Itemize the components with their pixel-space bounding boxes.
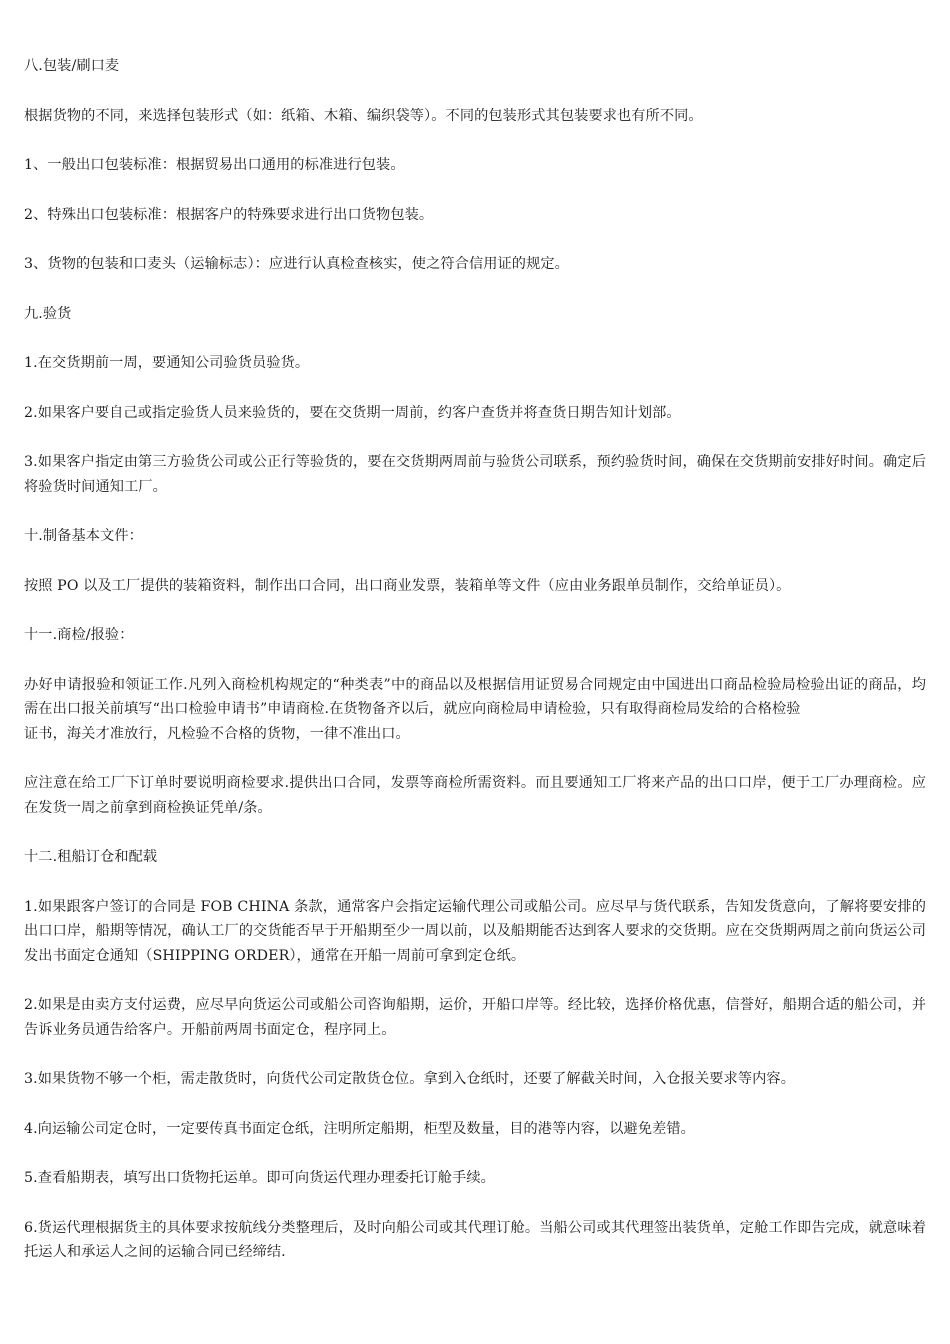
section-10-item-1: 按照 PO 以及工厂提供的装箱资料，制作出口合同，出口商业发票，装箱单等文件（应由业务跟单员制作，交给单证员）。 <box>24 577 791 594</box>
section-12-item-4: 4.向运输公司定仓时，一定要传真书面定仓纸，注明所定船期，柜型及数量，目的港等内容，以避免差错。 <box>24 1120 695 1137</box>
section-9-item-1: 1.在交货期前一周，要通知公司验货员验货。 <box>24 355 310 371</box>
section-9-item-3: 3.如果客户指定由第三方验货公司或公正行等验货的，要在交货期两周前与验货公司联系，预约验货时间，确保在交货期前安排好时间。确定后将验货时间通知工厂。 <box>24 454 926 495</box>
section-9-title: 九.验货 <box>24 305 72 322</box>
section-12-item-2: 2.如果是由卖方支付运费，应尽早向货运公司或船公司咨询船期，运价，开船口岸等。经比较，选择价格优惠，信誉好，船期合适的船公司，并告诉业务员通告给客户。开船前两周书面定仓，程序同上。 <box>24 997 926 1038</box>
section-8-intro: 根据货物的不同，来选择包装形式（如：纸箱、木箱、编织袋等）。不同的包装形式其包装要求也有所不同。 <box>24 107 703 124</box>
section-12-item-3: 3.如果货物不够一个柜，需走散货时，向货代公司定散货仓位。拿到入仓纸时，还要了解截关时间，入仓报关要求等内容。 <box>24 1071 795 1087</box>
section-11-paragraph-2: 应注意在给工厂下订单时要说明商检要求.提供出口合同，发票等商检所需资料。而且要通知工厂将来产品的出口口岸，便于工厂办理商检。应在发货一周之前拿到商检换证凭单/条。 <box>24 775 926 816</box>
section-11-title: 十一.商检/报验： <box>24 627 134 643</box>
section-8-title: 八.包装/刷口麦 <box>24 58 120 74</box>
section-10-title: 十.制备基本文件： <box>24 528 143 544</box>
section-12-item-6: 6.货运代理根据货主的具体要求按航线分类整理后，及时向船公司或其代理订舱。当船公司或其代理签出装货单，定舱工作即告完成，就意味着托运人和承运人之间的运输合同已经缔结. <box>24 1219 926 1260</box>
section-11-paragraph-1b: 证书，海关才准放行，凡检验不合格的货物，一律不准出口。 <box>24 725 410 742</box>
section-12-item-1: 1.如果跟客户签订的合同是 FOB CHINA 条款，通常客户会指定运输代理公司或船公司。应尽早与货代联系，告知发货意向，了解将要安排的出口口岸，船期等情况，确认工厂的交货能否早于开船期至少一周以前，以及船期能否达到客人要求的交货期。应在交货期两周之前向货运公司发出书面定仓通知（SHIPPING ORDER），通常在开船一周前可拿到定仓纸。 <box>24 898 926 964</box>
section-8-item-3: 3、货物的包装和口麦头（运输标志）：应进行认真检查核实，使之符合信用证的规定。 <box>24 256 569 272</box>
section-9-item-2: 2.如果客户要自己或指定验货人员来验货的，要在交货期一周前，约客户查货并将查货日期告知计划部。 <box>24 404 681 421</box>
section-11-paragraph-1a: 办好申请报验和领证工作.凡列入商检机构规定的“种类表”中的商品以及根据信用证贸易合同规定由中国进出口商品检验局检验出证的商品，均需在出口报关前填写“出口检验申请书”申请商检.在货物备齐以后，就应向商检局申请检验，只有取得商检局发给的合格检验 <box>24 676 926 717</box>
section-12-item-5: 5.查看船期表，填写出口货物托运单。即可向货运代理办理委托订舱手续。 <box>24 1170 495 1186</box>
section-12-title: 十二.租船订仓和配载 <box>24 849 158 865</box>
section-8-item-1: 1、一般出口包装标准：根据贸易出口通用的标准进行包装。 <box>24 157 405 173</box>
section-8-item-2: 2、特殊出口包装标准：根据客户的特殊要求进行出口货物包装。 <box>24 206 434 223</box>
